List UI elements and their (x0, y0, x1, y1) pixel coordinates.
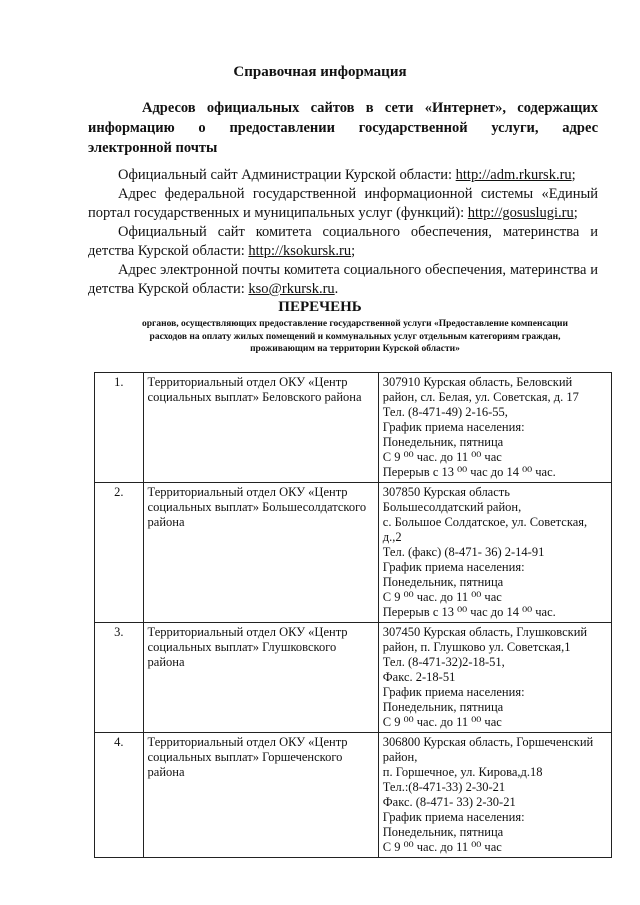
address-line: Понедельник, пятница (382, 575, 504, 589)
paragraph-text: Официальный сайт Администрации Курской области: (118, 167, 456, 183)
office-name: Территориальный отдел ОКУ «Центр социальных выплат» Горшеченского района (143, 733, 378, 858)
websites-info (88, 166, 598, 299)
heading-line: Адресов официальных сайтов в сети «Интернет», содержащих (142, 100, 598, 116)
committee-site-link[interactable]: http://ksokursk.ru (248, 243, 352, 259)
admin-site-link[interactable]: http://adm.rkursk.ru (455, 167, 572, 183)
office-address (378, 483, 611, 623)
address-line: п. Горшечное, ул. Кирова,д.18 (382, 765, 543, 779)
admin-site-paragraph (88, 166, 598, 185)
paragraph-tail: ; (571, 167, 576, 183)
address-line: 307910 Курская область, Беловский район, сл. Белая, ул. Советская, д. 17 (382, 375, 579, 404)
row-number: 3. (95, 623, 144, 733)
table-row (95, 483, 612, 623)
address-line: Понедельник, пятница (382, 700, 504, 714)
list-title: ПЕРЕЧЕНЬ (278, 299, 362, 315)
committee-site-paragraph (88, 223, 598, 261)
address-line: Факс. (8-471- 33) 2-30-21 (382, 795, 516, 809)
paragraph-text: Адрес электронной почты комитета социального обеспечения, материнства и детства Курской области: (88, 262, 598, 297)
address-line: Понедельник, пятница (382, 825, 504, 839)
address-line: Перерыв с 13 ⁰⁰ час до 14 ⁰⁰ час. (382, 465, 556, 479)
address-line: График приема населения: (382, 685, 525, 699)
paragraph-tail: ; (351, 243, 356, 259)
address-line: Тел. (факс) (8-471- 36) 2-14-91 (382, 545, 545, 559)
address-line: График приема населения: (382, 420, 525, 434)
address-line: Тел. (8-471-32)2-18-51, (382, 655, 505, 669)
address-line: с. Большое Солдатское, ул. Советская, д.,2 (382, 515, 588, 544)
address-line: С 9 ⁰⁰ час. до 11 ⁰⁰ час (382, 590, 502, 604)
row-number: 4. (95, 733, 144, 858)
address-line: Понедельник, пятница (382, 435, 504, 449)
heading-line: информацию о предоставлении государственной услуги, адрес (88, 120, 598, 136)
office-name: Территориальный отдел ОКУ «Центр социальных выплат» Большесолдатского района (143, 483, 378, 623)
document-title: Справочная информация (233, 64, 407, 80)
row-number: 2. (95, 483, 144, 623)
heading-line: электронной почты (88, 140, 218, 156)
section-heading (88, 98, 598, 158)
paragraph-tail: ; (573, 205, 578, 221)
paragraph-tail: . (334, 281, 339, 297)
address-line: Перерыв с 13 ⁰⁰ час до 14 ⁰⁰ час. (382, 605, 556, 619)
address-line: Большесолдатский район, (382, 500, 522, 514)
address-line: Факс. 2-18-51 (382, 670, 456, 684)
address-line: С 9 ⁰⁰ час. до 11 ⁰⁰ час (382, 450, 502, 464)
table-row (95, 733, 612, 858)
offices-table (94, 372, 612, 858)
paragraph-text: Адрес федеральной государственной информационной системы «Единый портал государственных и муниципальных услуг (функций): (88, 186, 598, 221)
paragraph-text: Официальный сайт комитета социального обеспечения, материнства и детства Курской области: (88, 224, 598, 259)
email-paragraph (88, 261, 598, 299)
gosuslugi-paragraph (88, 185, 598, 223)
address-line: Тел. (8-471-49) 2-16-55, (382, 405, 508, 419)
office-name: Территориальный отдел ОКУ «Центр социальных выплат» Глушковского района (143, 623, 378, 733)
address-line: 307850 Курская область (382, 485, 510, 499)
address-line: 307450 Курская область, Глушковский район, п. Глушково ул. Советская,1 (382, 625, 588, 654)
committee-email-link[interactable]: kso@rkursk.ru (248, 281, 335, 297)
address-line: С 9 ⁰⁰ час. до 11 ⁰⁰ час (382, 840, 502, 854)
table-row (95, 623, 612, 733)
office-name: Территориальный отдел ОКУ «Центр социальных выплат» Беловского района (143, 373, 378, 483)
address-line: Тел.:(8-471-33) 2-30-21 (382, 780, 506, 794)
office-address (378, 623, 611, 733)
table-row (95, 373, 612, 483)
office-address (378, 733, 611, 858)
address-line: 306800 Курская область, Горшеченский район, (382, 735, 594, 764)
gosuslugi-link[interactable]: http://gosuslugi.ru (467, 205, 574, 221)
address-line: С 9 ⁰⁰ час. до 11 ⁰⁰ час (382, 715, 502, 729)
row-number: 1. (95, 373, 144, 483)
address-line: График приема населения: (382, 560, 525, 574)
list-subtitle: органов, осуществляющих предоставление государственной услуги «Предоставление компенсации расходов на оплату жилых помещений и коммунальных услуг отдельным категориям граждан, проживающим на территории Курской области» (142, 319, 568, 354)
address-line: График приема населения: (382, 810, 525, 824)
office-address (378, 373, 611, 483)
